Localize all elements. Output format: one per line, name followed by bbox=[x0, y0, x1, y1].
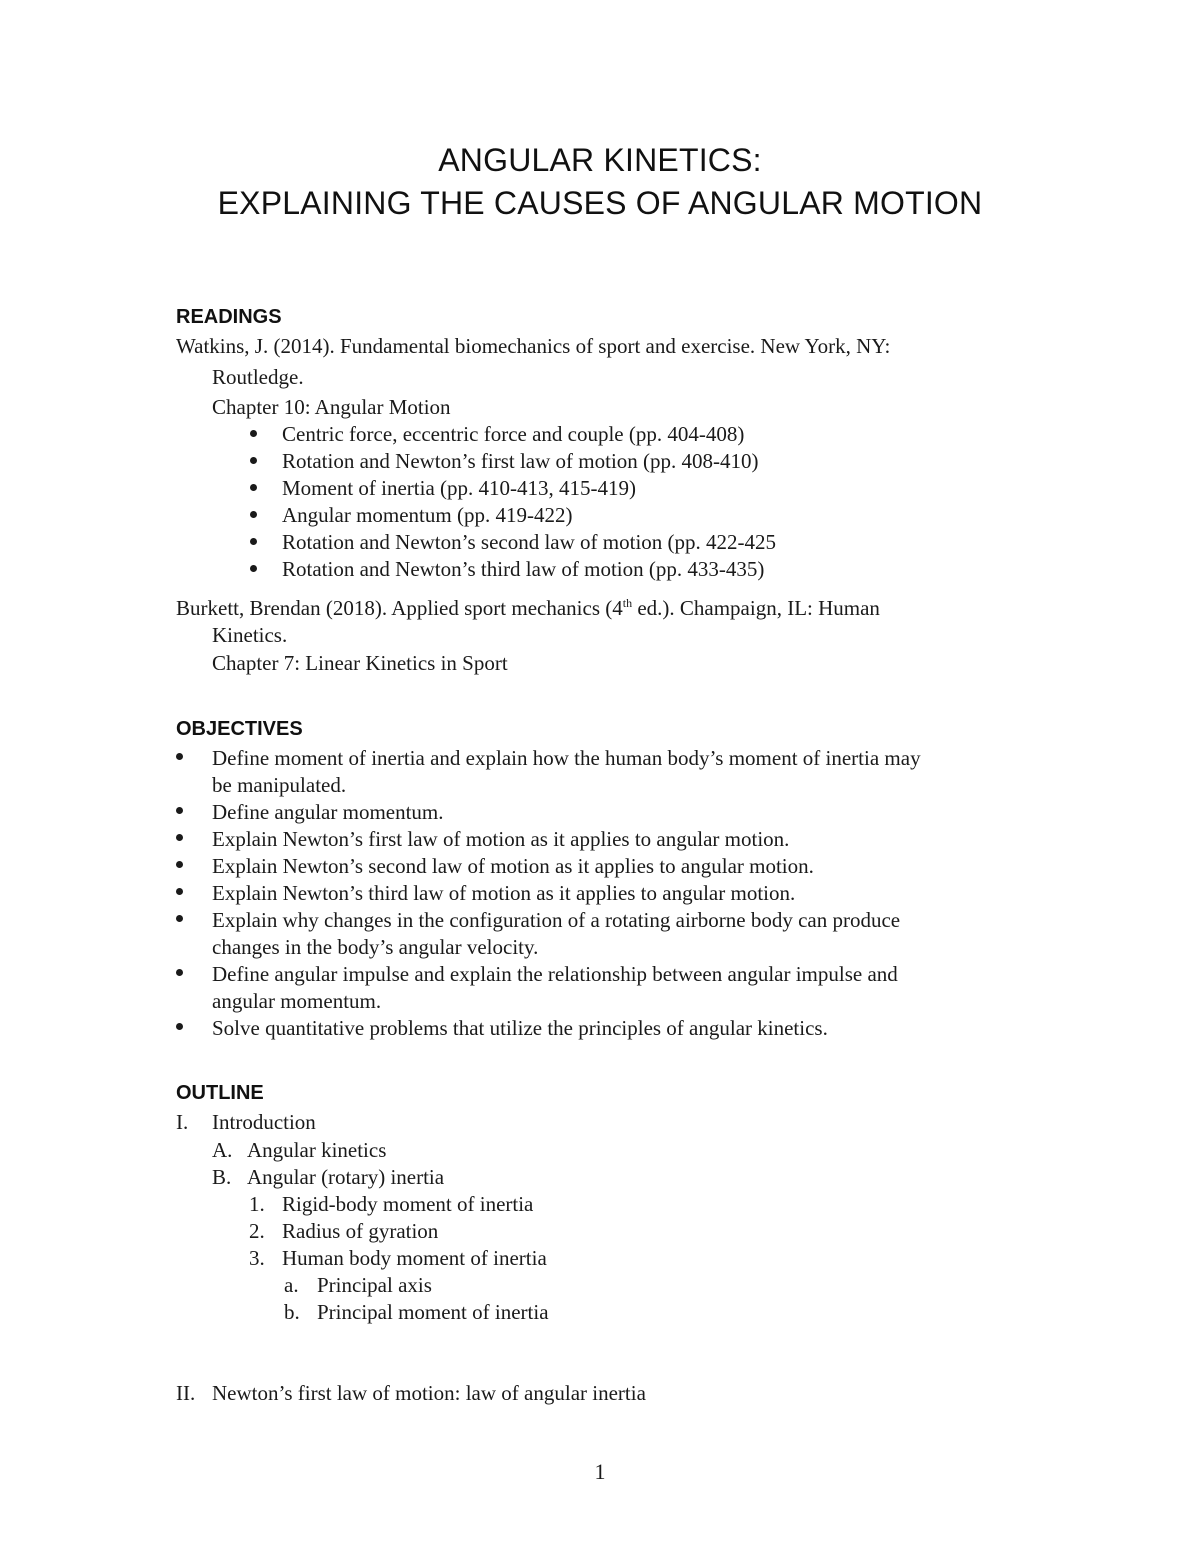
outline-item: Rigid-body moment of inertia bbox=[282, 1192, 534, 1216]
objective-item: Define moment of inertia and explain how the human body’s moment of inertia may bbox=[212, 746, 921, 770]
reference-1-line-2: Routledge. bbox=[212, 365, 304, 389]
document-title-line-2: EXPLAINING THE CAUSES OF ANGULAR MOTION bbox=[217, 185, 983, 221]
outline-heading: OUTLINE bbox=[176, 1082, 264, 1104]
document-title-line-1: ANGULAR KINETICS: bbox=[438, 142, 762, 178]
outline-item: Newton’s first law of motion: law of angular inertia bbox=[212, 1381, 646, 1405]
reference-2-chapter: Chapter 7: Linear Kinetics in Sport bbox=[212, 651, 508, 675]
reference-1-line-1: Watkins, J. (2014). Fundamental biomechanics of sport and exercise. New York, NY: bbox=[176, 334, 891, 358]
outline-item: Introduction bbox=[212, 1110, 316, 1134]
outline-marker: 2. bbox=[249, 1219, 265, 1243]
objective-item-continued: angular momentum. bbox=[212, 989, 382, 1013]
objective-item: Explain Newton’s second law of motion as it applies to angular motion. bbox=[212, 854, 814, 878]
page-number: 1 bbox=[594, 1459, 606, 1484]
outline-item: Angular kinetics bbox=[247, 1138, 387, 1162]
bullet-icon bbox=[176, 807, 183, 814]
bullet-icon bbox=[250, 484, 257, 491]
bullet-icon bbox=[250, 511, 257, 518]
bullet-icon bbox=[176, 969, 183, 976]
outline-marker: B. bbox=[212, 1165, 232, 1189]
outline-marker: II. bbox=[176, 1381, 196, 1405]
objective-item-continued: be manipulated. bbox=[212, 773, 347, 797]
reading-item: Rotation and Newton’s first law of motion (pp. 408-410) bbox=[282, 449, 759, 473]
bullet-icon bbox=[176, 888, 183, 895]
objective-item: Explain why changes in the configuration of a rotating airborne body can produce bbox=[212, 908, 901, 932]
outline-marker: 1. bbox=[249, 1192, 265, 1216]
outline-marker: I. bbox=[176, 1110, 189, 1134]
outline-marker: b. bbox=[284, 1300, 300, 1324]
objective-item: Define angular momentum. bbox=[212, 800, 444, 824]
outline-item: Human body moment of inertia bbox=[282, 1246, 547, 1270]
objective-item: Explain Newton’s third law of motion as it applies to angular motion. bbox=[212, 881, 796, 905]
reading-item: Moment of inertia (pp. 410-413, 415-419) bbox=[282, 476, 637, 500]
objective-item: Define angular impulse and explain the relationship between angular impulse and bbox=[212, 962, 898, 986]
reading-item: Rotation and Newton’s third law of motion (pp. 433-435) bbox=[282, 557, 765, 581]
reading-item: Angular momentum (pp. 419-422) bbox=[282, 503, 573, 527]
reference-2-line-2: Kinetics. bbox=[212, 623, 288, 647]
outline-marker: a. bbox=[284, 1273, 299, 1297]
outline-marker: A. bbox=[212, 1138, 233, 1162]
bullet-icon bbox=[176, 861, 183, 868]
objective-item-continued: changes in the body’s angular velocity. bbox=[212, 935, 539, 959]
objective-item: Explain Newton’s first law of motion as it applies to angular motion. bbox=[212, 827, 790, 851]
bullet-icon bbox=[176, 1023, 183, 1030]
reference-2-text: Burkett, Brendan (2018). Applied sport mechanics (4 bbox=[176, 596, 623, 620]
outline-item: Principal axis bbox=[317, 1273, 432, 1297]
superscript: th bbox=[622, 596, 633, 610]
objective-item: Solve quantitative problems that utilize the principles of angular kinetics. bbox=[212, 1016, 828, 1040]
bullet-icon bbox=[250, 430, 257, 437]
reading-item: Rotation and Newton’s second law of motion (pp. 422-425 bbox=[282, 530, 777, 554]
outline-item: Radius of gyration bbox=[282, 1219, 439, 1243]
readings-heading: READINGS bbox=[176, 306, 282, 328]
outline-item: Principal moment of inertia bbox=[317, 1300, 549, 1324]
bullet-icon bbox=[250, 565, 257, 572]
bullet-icon bbox=[176, 753, 183, 760]
reading-item: Centric force, eccentric force and couple (pp. 404-408) bbox=[282, 422, 745, 446]
reference-2-text: ed.). Champaign, IL: Human bbox=[632, 596, 880, 620]
bullet-icon bbox=[176, 834, 183, 841]
outline-item: Angular (rotary) inertia bbox=[247, 1165, 445, 1189]
bullet-icon bbox=[250, 457, 257, 464]
reference-1-chapter: Chapter 10: Angular Motion bbox=[212, 395, 451, 419]
outline-marker: 3. bbox=[249, 1246, 265, 1270]
reference-2-line-1 bbox=[176, 595, 880, 621]
objectives-heading: OBJECTIVES bbox=[176, 718, 303, 740]
bullet-icon bbox=[176, 915, 183, 922]
bullet-icon bbox=[250, 538, 257, 545]
